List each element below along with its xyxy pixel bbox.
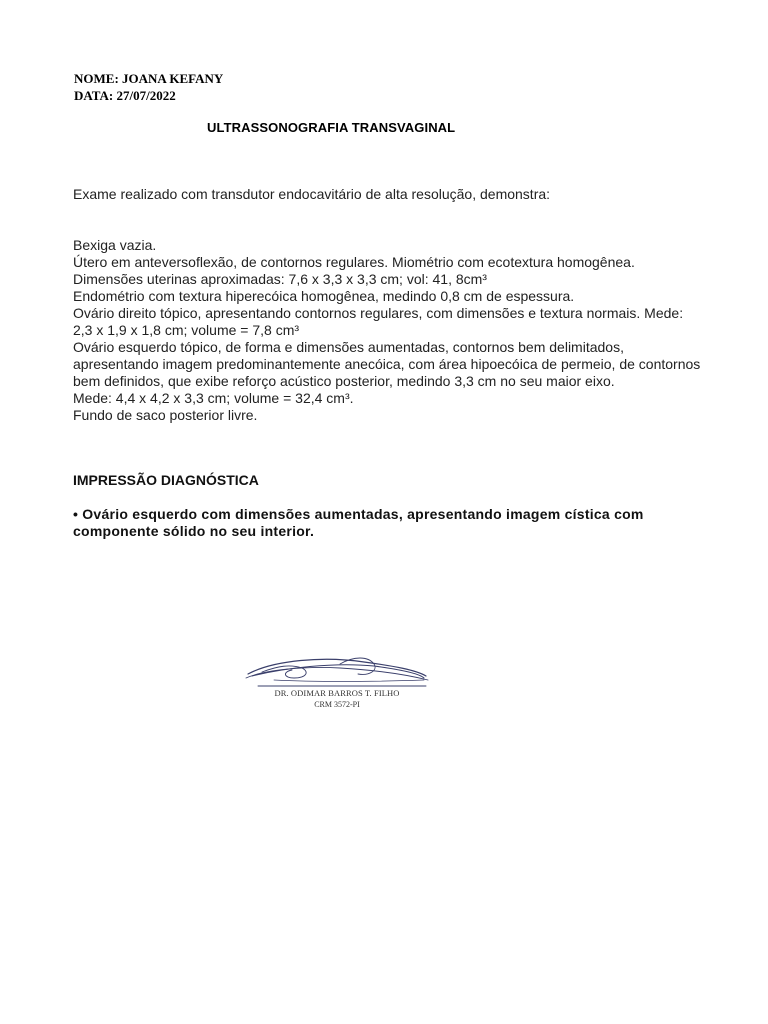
doctor-signature	[244, 648, 430, 728]
finding-line: Endométrio com textura hiperecóica homogênea, medindo 0,8 cm de espessura.	[73, 288, 575, 304]
exam-date: DATA: 27/07/2022	[74, 88, 176, 103]
finding-line: Ovário direito tópico, apresentando contornos regulares, com dimensões e textura normais. Mede: 2,3 x 1,9 x 1,8 cm; volume = 7,8 cm³	[73, 305, 684, 338]
finding-line: Fundo de saco posterior livre.	[73, 407, 258, 423]
impression-text: • Ovário esquerdo com dimensões aumentadas, apresentando imagem cística com componente sólido no seu interior.	[73, 506, 644, 539]
exam-title: ULTRASSONOGRAFIA TRANSVAGINAL	[207, 120, 456, 135]
findings-section	[73, 237, 703, 424]
doctor-name: DR. ODIMAR BARROS T. FILHO	[274, 688, 400, 698]
patient-name: NOME: JOANA KEFANY	[74, 71, 224, 86]
signature-scribble-icon	[244, 648, 430, 688]
finding-line: Útero em anteversoflexão, de contornos regulares. Miométrio com ecotextura homogênea.	[73, 254, 635, 270]
finding-line: Bexiga vazia.	[73, 237, 157, 253]
finding-line: Mede: 4,4 x 4,2 x 3,3 cm; volume = 32,4 cm³.	[73, 390, 354, 406]
finding-line: Dimensões uterinas aproximadas: 7,6 x 3,3 x 3,3 cm; vol: 41, 8cm³	[73, 271, 487, 287]
patient-info	[74, 70, 223, 104]
finding-line: Ovário esquerdo tópico, de forma e dimensões aumentadas, contornos bem delimitados, apresentando imagem predominantemente anecóica, com área hipoecóica de permeio, de contornos bem definidos, que exibe reforço acústico posterior, medindo 3,3 cm no seu maior eixo.	[73, 339, 701, 389]
exam-intro: Exame realizado com transdutor endocavitário de alta resolução, demonstra:	[73, 186, 551, 202]
impression-heading: IMPRESSÃO DIAGNÓSTICA	[73, 472, 259, 488]
doctor-crm: CRM 3572-PI	[314, 700, 360, 709]
